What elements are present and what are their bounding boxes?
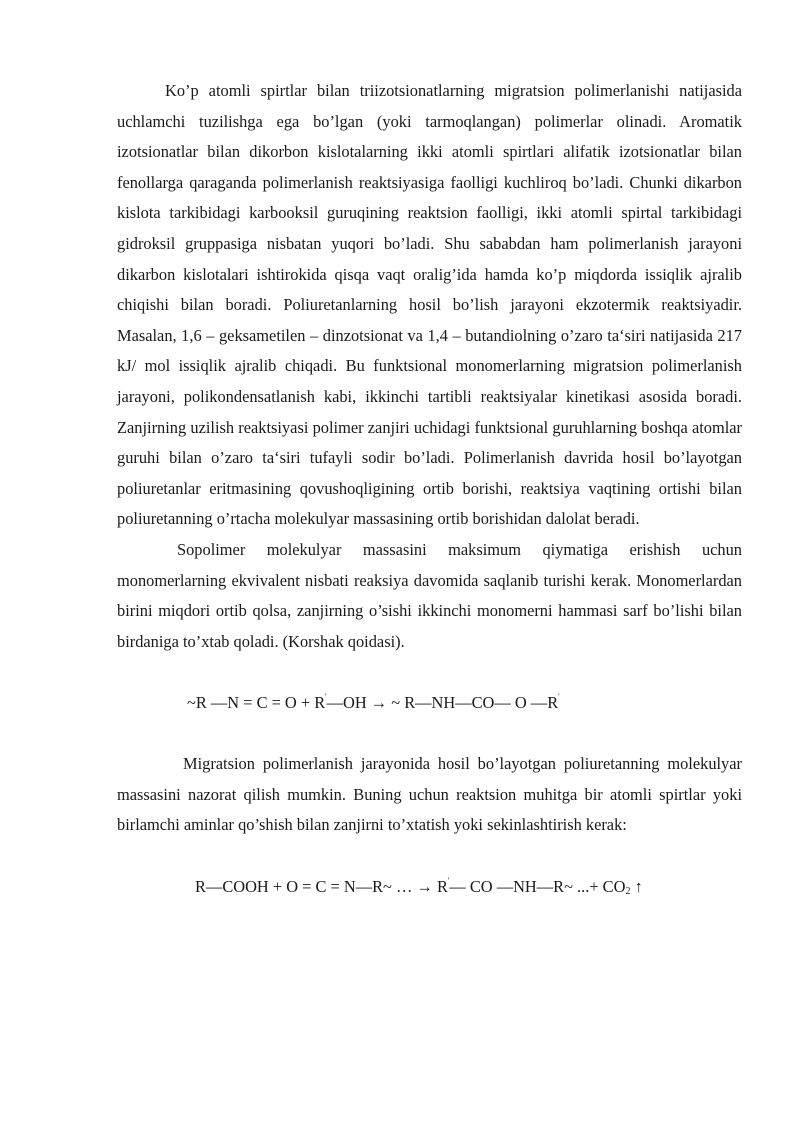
equation-products: — CO —NH—R~ ...+ CO [449, 877, 626, 897]
paragraph-molecular-mass-control: Migratsion polimerlanish jarayonida hosil bo’layotgan poliuretanning molekulyar massasini nazorat qilish mumkin. Buning uchun reaktsion muhitga bir atomli spirtlar yoki birlamchi aminlar qo’shish bilan zanjirni to’xtatish yoki sekinlashtirish kerak: [117, 754, 742, 835]
prime-mark: ' [558, 692, 560, 702]
reaction-equation-urethane [117, 688, 742, 718]
paragraph-migration-polymerization: Ko’p atomli spirtlar bilan triizotsionatlarning migratsion polimerlanishi natijasida uchlamchi tuzilishga ega bo’lgan (yoki tarmoqlangan) polimerlar olinadi. Aromatik izotsionatlar bilan dikorbon kislotalarning ikki atomli spirtlari alifatik izotsionatlar bilan fenollarga qaraganda polimerlanish reaktsiyasiga faolligi kuchliroq bo’ladi. Chunki dikarbon kislota tarkibidagi karbooksil guruqining reaktsion faolligi, ikki atomli spirtal tarkibidagi gidroksil gruppasiga nisbatan yuqori bo’ladi. Shu sababdan ham polimerlanish jarayoni dikarbon kislotalari ishtirokida qisqa vaqt oralig’ida hamda ko’p miqdorda issiqlik ajralib chiqishi bilan boradi. Poliuretanlarning hosil bo’lish jarayoni ekzotermik reaktsiyadir. Masalan, 1,6 – geksametilen – dinzotsionat va 1,4 – butandiolning o’zaro ta‘siri natijasida 217 kJ/ mol issiqlik ajralib chiqadi. Bu funktsional monomerlarning migratsion polimerlanish jarayoni, polikondensatlanish kabi, ikkinchi tartibli reaktsiyalar kinetikasi asosida boradi. Zanjirning uzilish reaktsiyasi polimer zanjiri uchidagi funktsional guruhlarning boshqa atomlar guruhi bilan o’zaro ta‘siri tufayli sodir bo’ladi. Polimerlanish davrida hosil bo’layotgan poliuretanlar eritmasining qovushoqligining ortib borishi, reaktsiya vaqtining ortishi bilan poliuretanning o’rtacha molekulyar massasining ortib borishidan dalolat beradi. [117, 81, 742, 529]
prime-mark: ' [325, 692, 327, 702]
prime-mark: ' [447, 876, 450, 886]
co2-subscript: 2 [625, 886, 631, 898]
reaction-equation-acid-isocyanate [117, 872, 742, 902]
document-page [117, 76, 742, 902]
equation-reactants: ~R —N = C = O + R [187, 693, 326, 713]
paragraph-copolymer-molecular-mass: Sopolimer molekulyar massasini maksimum qiymatiga erishish uchun monomerlarning ekvivalent nisbati reaksiya davomida saqlanib turishi kerak. Monomerlardan birini miqdori ortib qolsa, zanjirning o’sishi ikkinchi monomerni hammasi sarf bo’lishi bilan birdaniga to’xtab qoladi. (Korshak qoidasi). [117, 539, 742, 651]
equation-products: —OH → ~ R—NH—CO— O —R [326, 693, 559, 713]
gas-release-arrow: ↑ [630, 877, 643, 897]
equation-reactants: R—COOH + O = C = N—R~ … → R [195, 877, 448, 897]
